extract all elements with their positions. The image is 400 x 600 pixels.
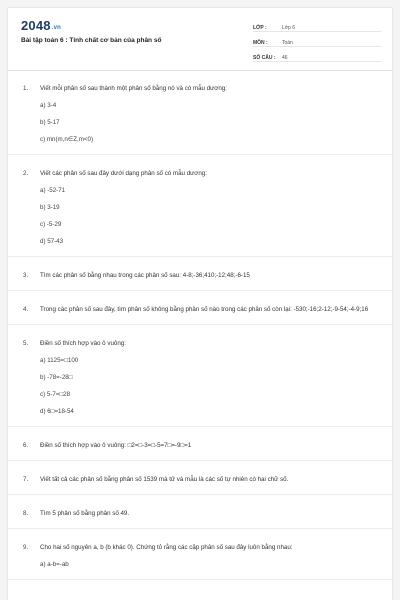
question-item [8,291,392,325]
logo-text: 2048 [21,18,51,33]
question-text: Viết mỗi phân số sau thành một phân số bằng nó và có mẫu dương: [40,85,227,92]
meta-row-question-count [253,47,381,62]
document-title: Bài tập toán 6 : Tính chất cơ bản của phân số [21,37,162,44]
question-item [8,529,392,580]
question-text: Tìm 5 phân số bằng phân số 49. [40,510,130,517]
question-number: 8. [23,510,29,517]
question-number: 6. [23,442,29,449]
question-text: Điền số thích hợp vào ô vuông: [40,340,126,347]
question-number: 7. [23,476,29,483]
question-option: c) -5-29 [40,221,62,228]
question-item [8,427,392,461]
question-item [8,155,392,257]
question-number: 1. [23,85,29,92]
question-option: d) 6□=18-54 [40,408,74,415]
question-text: Tìm các phân số bằng nhau trong các phân số sau: 4-8;-36;410;-12;48;-6-15 [40,272,250,279]
meta-label: SỐ CÂU : [253,55,276,61]
question-list [8,70,392,580]
question-number: 4. [23,306,29,313]
meta-row-subject [253,32,381,47]
question-option: b) 3-19 [40,204,60,211]
document-meta [253,17,381,62]
question-option: c) mn(m,n∈Z,m<0) [40,136,94,143]
meta-value: 46 [282,55,288,61]
question-option: a) 3-4 [40,102,57,109]
question-number: 2. [23,170,29,177]
question-option: a) -52-71 [40,187,66,194]
document-header [8,8,392,71]
question-item [8,495,392,529]
question-number: 5. [23,340,29,347]
meta-value: Lớp 6 [282,25,296,31]
site-logo[interactable] [21,18,61,33]
logo-suffix: .vn [51,25,62,31]
question-text: Trong các phân số sau đây, tìm phân số không bằng phân số nào trong các phân số còn lại: -530;-16;2-12;-9-54;-4-9;16 [40,306,369,313]
question-text: Viết tất cả các phân số bằng phân số 1539 mà tử và mẫu là các số tự nhiên có hai chữ số. [40,476,289,483]
meta-value: Toán [282,40,293,46]
question-text: Điền số thích hợp vào ô vuông: □2=□-3=□-5=7□=-9□=1 [40,442,192,449]
question-item [8,325,392,427]
question-number: 3. [23,272,29,279]
meta-row-class [253,17,381,32]
question-item [8,70,392,155]
question-item [8,461,392,495]
question-option: b) 5-17 [40,119,60,126]
meta-label: MÔN : [253,40,268,46]
question-option: a) a-b=-ab [40,561,69,568]
question-text: Viết các phân số sau đây dưới dạng phân số có mẫu dương: [40,170,207,177]
question-item [8,257,392,291]
question-number: 9. [23,544,29,551]
question-option: d) 57-43 [40,238,64,245]
question-option: c) 5-7=□28 [40,391,71,398]
question-text: Cho hai số nguyên a, b (b khác 0). Chứng tỏ rằng các cặp phân số sau đây luôn bằng nhau: [40,544,293,551]
meta-label: LỚP : [253,25,267,31]
question-option: a) 1125=□100 [40,357,79,364]
question-option: b) -78=-28□ [40,374,73,381]
document-page [8,8,392,600]
